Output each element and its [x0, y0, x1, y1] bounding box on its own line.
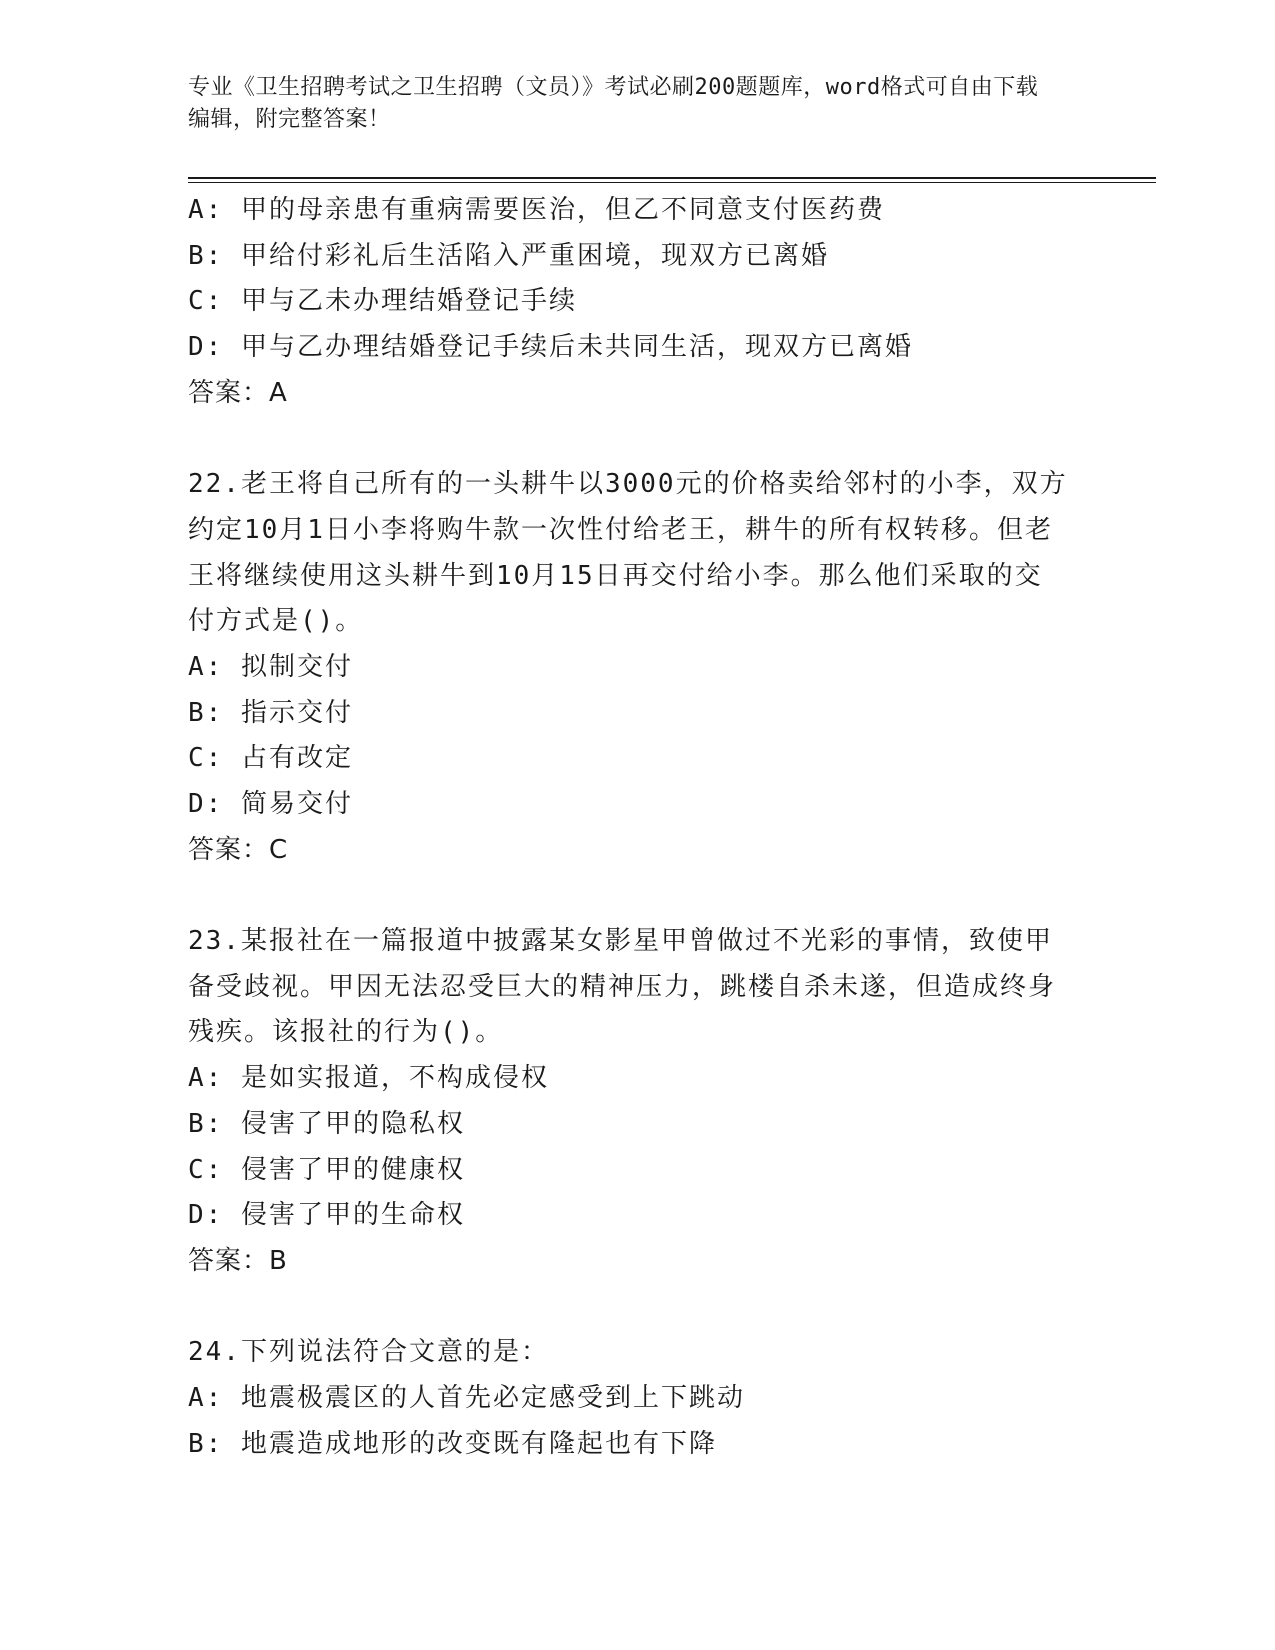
option-b: B: 地震造成地形的改变既有隆起也有下降 [188, 1428, 717, 1459]
question-24 [188, 1330, 1068, 1467]
option-a: A: 拟制交付 [188, 651, 353, 682]
option-c: C: 侵害了甲的健康权 [188, 1154, 465, 1185]
header-divider-thin [188, 182, 1156, 183]
question-23 [188, 919, 1068, 1285]
option-a: A: 地震极震区的人首先必定感受到上下跳动 [188, 1383, 745, 1413]
question-gap [188, 1285, 1068, 1331]
option-d: D: 简易交付 [188, 789, 353, 819]
option-d: D: 甲与乙办理结婚登记手续后未共同生活，现双方已离婚 [188, 332, 913, 363]
option-d: D: 侵害了甲的生命权 [188, 1200, 465, 1231]
option-b: B: 指示交付 [188, 697, 353, 728]
option-a: A: 是如实报道，不构成侵权 [188, 1063, 549, 1094]
option-b: B: 侵害了甲的隐私权 [188, 1108, 465, 1139]
header-divider-thick [188, 177, 1156, 179]
question-stem: 22.老王将自己所有的一头耕牛以3000元的价格卖给邻村的小李，双方约定10月1日小李将购牛款一次性付给老王，耕牛的所有权转移。但老王将继续使用这头耕牛到10月15日再交付给小李。那么他们采取的交付方式是()。 [188, 469, 1068, 637]
option-a: A: 甲的母亲患有重病需要医治，但乙不同意支付医药费 [188, 195, 885, 225]
question-stem: 24.下列说法符合文意的是： [188, 1337, 549, 1368]
option-b: B: 甲给付彩礼后生活陷入严重困境，现双方已离婚 [188, 240, 829, 271]
question-gap [188, 416, 1068, 462]
question-gap [188, 873, 1068, 919]
question-stem: 23.某报社在一篇报道中披露某女影星甲曾做过不光彩的事情，致使甲备受歧视。甲因无法忍受巨大的精神压力，跳楼自杀未遂，但造成终身残疾。该报社的行为()。 [188, 926, 1057, 1048]
question-22 [188, 462, 1068, 873]
answer: 答案：B [188, 1245, 288, 1276]
answer: 答案：A [188, 377, 288, 408]
option-c: C: 甲与乙未办理结婚登记手续 [188, 286, 577, 317]
answer: 答案：C [188, 834, 289, 865]
question-list [188, 188, 1068, 1467]
option-c: C: 占有改定 [188, 743, 353, 774]
document-header: 专业《卫生招聘考试之卫生招聘（文员）》考试必刷200题题库，word格式可自由下载编辑，附完整答案！ [188, 75, 1039, 132]
question-21 [188, 188, 1068, 416]
